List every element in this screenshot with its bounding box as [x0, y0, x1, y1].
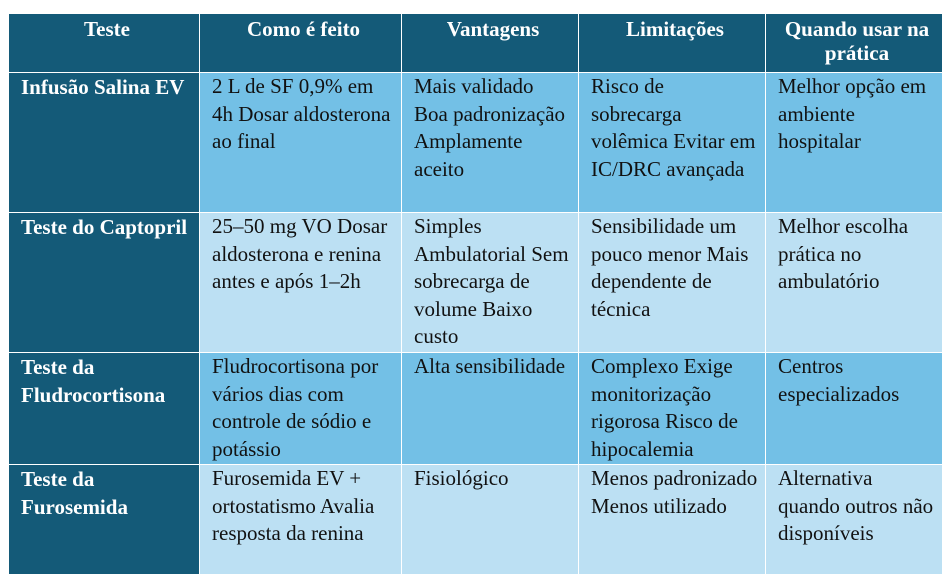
cell-limitations: Risco de sobrecarga volêmica Evitar em IC/DRC avançada — [579, 73, 766, 213]
cell-limitations: Sensibilidade um pouco menor Mais dependente de técnica — [579, 213, 766, 353]
cell-how: Fludrocortisona por vários dias com controle de sódio e potássio — [200, 353, 402, 465]
header-teste: Teste — [9, 14, 200, 73]
header-quando-usar: Quando usar na prática — [766, 14, 943, 73]
cell-when: Melhor escolha prática no ambulatório — [766, 213, 943, 353]
cell-how: Furosemida EV + ortostatismo Avalia resposta da renina — [200, 465, 402, 575]
row-test-name: Infusão Salina EV — [9, 73, 200, 213]
cell-limitations: Complexo Exige monitorização rigorosa Risco de hipocalemia — [579, 353, 766, 465]
comparison-table — [8, 13, 943, 575]
row-test-name: Teste da Furosemida — [9, 465, 200, 575]
table-row — [9, 353, 943, 465]
header-vantagens: Vantagens — [402, 14, 579, 73]
header-row — [9, 14, 943, 73]
table-row — [9, 465, 943, 575]
cell-limitations: Menos padronizado Menos utilizado — [579, 465, 766, 575]
cell-when: Alternativa quando outros não disponíveis — [766, 465, 943, 575]
cell-how: 25–50 mg VO Dosar aldosterona e renina antes e após 1–2h — [200, 213, 402, 353]
cell-advantages: Mais validado Boa padronização Amplamente aceito — [402, 73, 579, 213]
cell-when: Centros especializados — [766, 353, 943, 465]
cell-advantages: Simples Ambulatorial Sem sobrecarga de volume Baixo custo — [402, 213, 579, 353]
row-test-name: Teste do Captopril — [9, 213, 200, 353]
table-row — [9, 213, 943, 353]
header-como-e-feito: Como é feito — [200, 14, 402, 73]
row-test-name: Teste da Fludrocortisona — [9, 353, 200, 465]
header-limitacoes: Limitações — [579, 14, 766, 73]
cell-how: 2 L de SF 0,9% em 4h Dosar aldosterona ao final — [200, 73, 402, 213]
cell-advantages: Alta sensibilidade — [402, 353, 579, 465]
table-row — [9, 73, 943, 213]
cell-when: Melhor opção em ambiente hospitalar — [766, 73, 943, 213]
cell-advantages: Fisiológico — [402, 465, 579, 575]
